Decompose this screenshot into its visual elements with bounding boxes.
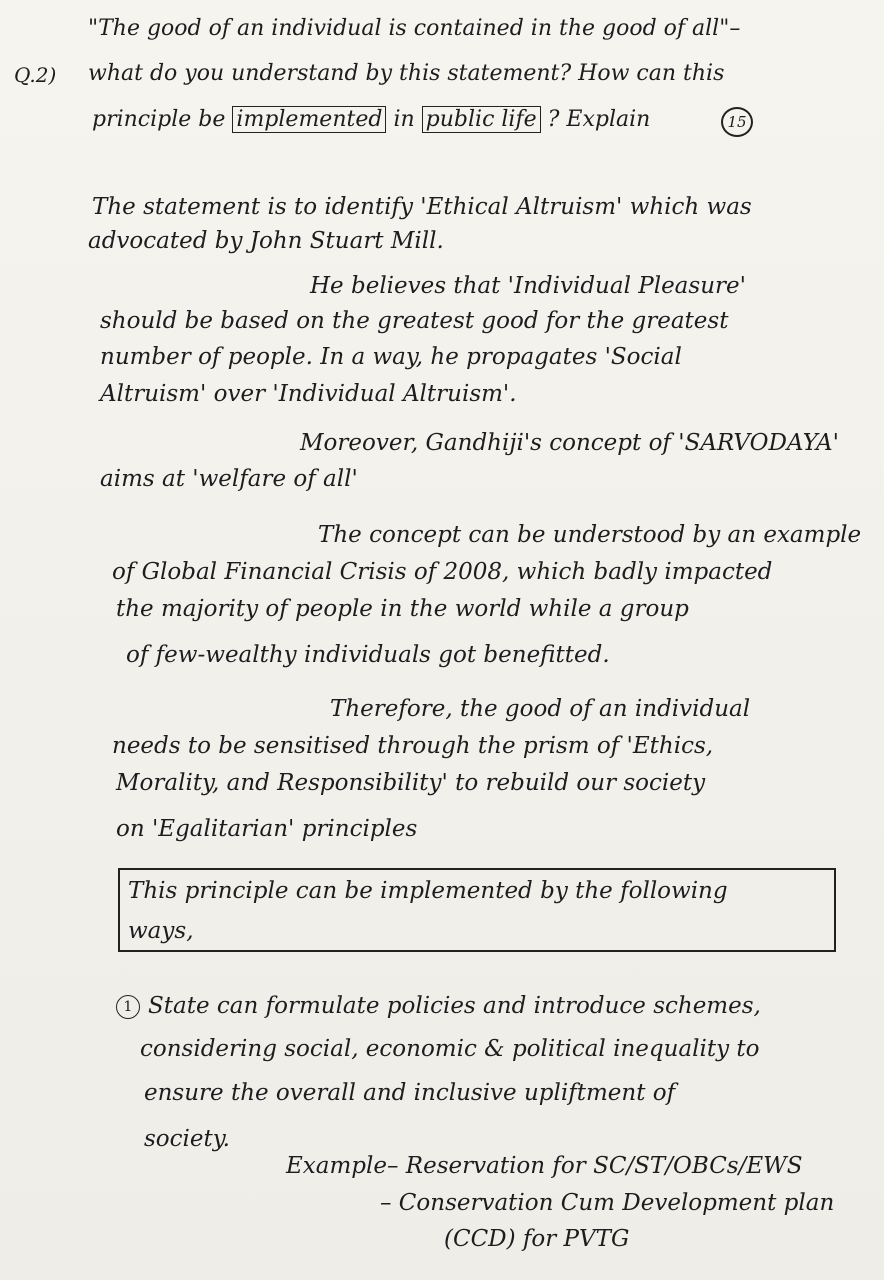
answer-line: number of people. In a way, he propagates 'Social [100, 344, 682, 370]
example-line: (CCD) for PVTG [444, 1226, 630, 1252]
question-text: in [393, 107, 415, 132]
keyword-public-life: public life [422, 106, 541, 133]
answer-line: of few-wealthy individuals got benefitted. [126, 642, 610, 668]
answer-line: Altruism' over 'Individual Altruism'. [100, 381, 517, 407]
answer-line: aims at 'welfare of all' [100, 466, 358, 492]
answer-line: advocated by John Stuart Mill. [88, 228, 444, 254]
answer-line: society. [144, 1126, 230, 1152]
question-line-3 [92, 109, 650, 131]
answer-line: of Global Financial Crisis of 2008, which badly impacted [112, 559, 773, 585]
answer-text: State can formulate policies and introduce schemes, [148, 993, 761, 1019]
point-number-badge: 1 [116, 995, 140, 1019]
example-line: – Conservation Cum Development plan [380, 1190, 835, 1216]
question-text: principle be [92, 107, 226, 132]
answer-line: should be based on the greatest good for the greatest [100, 308, 729, 334]
question-line-2: what do you understand by this statement? How can this [88, 61, 725, 86]
answer-line: He believes that 'Individual Pleasure' [310, 273, 746, 299]
answer-line: considering social, economic & political inequality to [140, 1036, 760, 1062]
answer-line: The concept can be understood by an example [318, 522, 862, 548]
answer-line: Therefore, the good of an individual [330, 696, 751, 722]
example-line: Example– Reservation for SC/ST/OBCs/EWS [286, 1153, 803, 1179]
point-1-line-1 [116, 995, 761, 1019]
question-number: Q.2) [14, 63, 57, 87]
marks-badge: 15 [721, 107, 753, 137]
answer-line: needs to be sensitised through the prism of 'Ethics, [112, 733, 714, 759]
answer-line: Moreover, Gandhiji's concept of 'SARVODAYA' [300, 430, 839, 456]
keyword-implemented: implemented [232, 106, 386, 133]
answer-line: The statement is to identify 'Ethical Altruism' which was [92, 194, 752, 220]
answer-line: Morality, and Responsibility' to rebuild our society [116, 770, 706, 796]
answer-line: on 'Egalitarian' principles [116, 816, 418, 842]
answer-line: the majority of people in the world while a group [116, 596, 689, 622]
answer-line: ensure the overall and inclusive upliftment of [144, 1080, 676, 1106]
question-line-1: "The good of an individual is contained in the good of all"– [88, 16, 741, 41]
answer-line: ways, [128, 918, 194, 944]
answer-line: This principle can be implemented by the following [128, 878, 728, 904]
question-text: ? Explain [547, 107, 651, 132]
